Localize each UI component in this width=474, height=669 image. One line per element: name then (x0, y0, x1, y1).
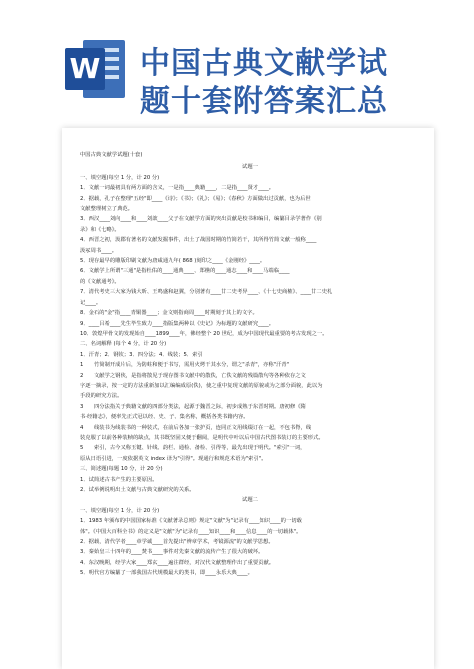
document-line: 字逐一摘录，按一定的方法重新加以汇编编成原(佚)，使之重中复现文献的原貌或为之部分面貌，此以为 (80, 382, 323, 389)
document-line: 3 四分法指关于典籍文献的四部分类法，起源于魏晋之际，初步成熟于东晋时期。唐初修《隋 (80, 403, 306, 410)
document-line: 9．____吕希____先生毕生致力____指版集两种以《史记》为标题的文献研究____。 (80, 320, 275, 327)
document-line: 汲冢周书____。 (80, 247, 118, 254)
document-line: 3．西汉____刘向____和____刘歆____父子在文献学方面的突出贡献是校书和编目，编纂目录学著作《别 (80, 216, 322, 223)
document-line: 3．秦始皇三十四年的____焚书____事件对先秦文献的流传产生了很大的破坏。 (80, 549, 264, 556)
title-banner (0, 0, 474, 118)
document-line: 原从日语引进，一度依据英文 index 译为"引得"。现通行和规范术语为"索引"。 (80, 455, 267, 462)
document-line: 试题一 (242, 164, 258, 171)
document-line: 2．据载，清代学者____章学诚____首先提出"辨章学术，考镜源流"的文献学思想。 (80, 539, 274, 546)
document-line: 1．汗青；2．钢钦；3．四分法；4．线装；5．索引 (80, 351, 203, 358)
document-line: 装克服了以前各种装帧的缺点，其书既坚固又便于翻阅，是明代中叶以后中国古代图书装订的主要形式。 (80, 434, 324, 441)
document-line: 2 文献学之钢侠，是指将散见于现存图书文献中的散佚，亡佚文献的残篇散句等各种依存之文 (80, 372, 306, 379)
document-line: 1．1983 年颁布的中国国家标准《文献著录总则》规定"文献"为"记录有____知识____的一切载 (80, 518, 302, 525)
document-line: 1．文献一词最初具有两方面的含义，一是指____典籍____，二是指____贤才____。 (80, 185, 275, 192)
document-line: 5．明代官方编纂了一部我国古代规模最大的类书，即____永乐大典____。 (80, 570, 253, 577)
document-line: 的《文献通考》。 (80, 278, 120, 285)
document-line: 中国古典文献学试题(十套) (80, 152, 143, 158)
document-line: 4．东汉晚期，经学大家____郑玄____遍注群经，对汉代文献整理作出了重要贡献。 (80, 559, 275, 566)
document-line: 1．试简述古书产生的主要原因。 (80, 476, 158, 483)
document-line: 录》和《七略》。 (80, 226, 120, 233)
document-line: 10．敦煌甲骨文的发现始自____1899____年，佛经整个 20 世纪，成为中国现代最重要的考古发现之一。 (80, 330, 328, 337)
word-icon-letter: W (65, 48, 105, 90)
document-line: 一、填空题(每空 1 分，计 20 分) (80, 507, 160, 514)
document-line: 书·经籍志》，便率先正式冠以经、史、子、集名称，概括各类书籍内容。 (80, 414, 249, 421)
document-line: 体"。《中国大百科全书》的定义是"文献"为"记录有____知识____和____信息____的一切载体"。 (80, 528, 302, 535)
document-line: 二、名词解释 (每个 4 分，计 20 分) (80, 341, 167, 348)
document-line: 8．金石的"金"指____青铜器____；金文则指商周____时期刻于其上的文字。 (80, 310, 258, 317)
document-line: 2．据载，孔子在整理"五经"即____《诗》；《书》；《礼》；《易》；《春秋》方面做出过贡献，也为后世 (80, 195, 311, 202)
document-preview-sheet (62, 128, 434, 669)
document-line: 手段的研究方法。 (80, 393, 123, 400)
document-line: 6．文献学上所谓"三通"是指杜佑的____通典____、郑樵的____通志____和____马端临____ (80, 268, 290, 275)
document-line: 5．现存最早的雕版印刷文献为唐咸通九年( 868 )刻印之____《金刚经》____。 (80, 258, 266, 265)
banner-title-line-2: 题十套附答案汇总 (140, 84, 388, 119)
document-line: 文献整理树立了典范。 (80, 206, 133, 213)
document-line: 一、填空题(每空 1 分，计 20 分) (80, 174, 160, 181)
document-body (80, 150, 420, 579)
word-document-icon (65, 38, 127, 100)
document-line: 7．清代考史三大家为钱大昕、王鸣盛和赵翼，分别著有____廿二史考异____、《十七史商榷》、____廿二史札 (80, 289, 333, 296)
document-line: 试题二 (242, 497, 258, 504)
document-line: 4 线装书为线装书的一种装式，在前后各加一张护页，连同正文用线缀订在一起，不包书脊，线 (80, 424, 312, 431)
document-line: 5 索引，古今又称玉键、针线、韵栏、通检、备检、引得等，最先出现于明代。"索引"一词， (80, 445, 306, 452)
document-line: 三、简述题(每题 10 分，计 20 分) (80, 466, 163, 473)
banner-title-line-1: 中国古典文献学试 (140, 46, 388, 81)
document-line: 1 竹简制开成片后，为防蛀和便于书写，需用火烤干其水分，谓之"杀青"，亦称"汗青" (80, 362, 290, 369)
document-line: 2．试举例说明出土文献与古典文献研究的关系。 (80, 487, 195, 493)
document-line: 记____。 (80, 299, 102, 306)
document-line: 4．西晋之初，汲郡有著名的文献发掘事件，出土了战国时期的竹简若干，其所得竹简文献一般称____ (80, 237, 317, 244)
